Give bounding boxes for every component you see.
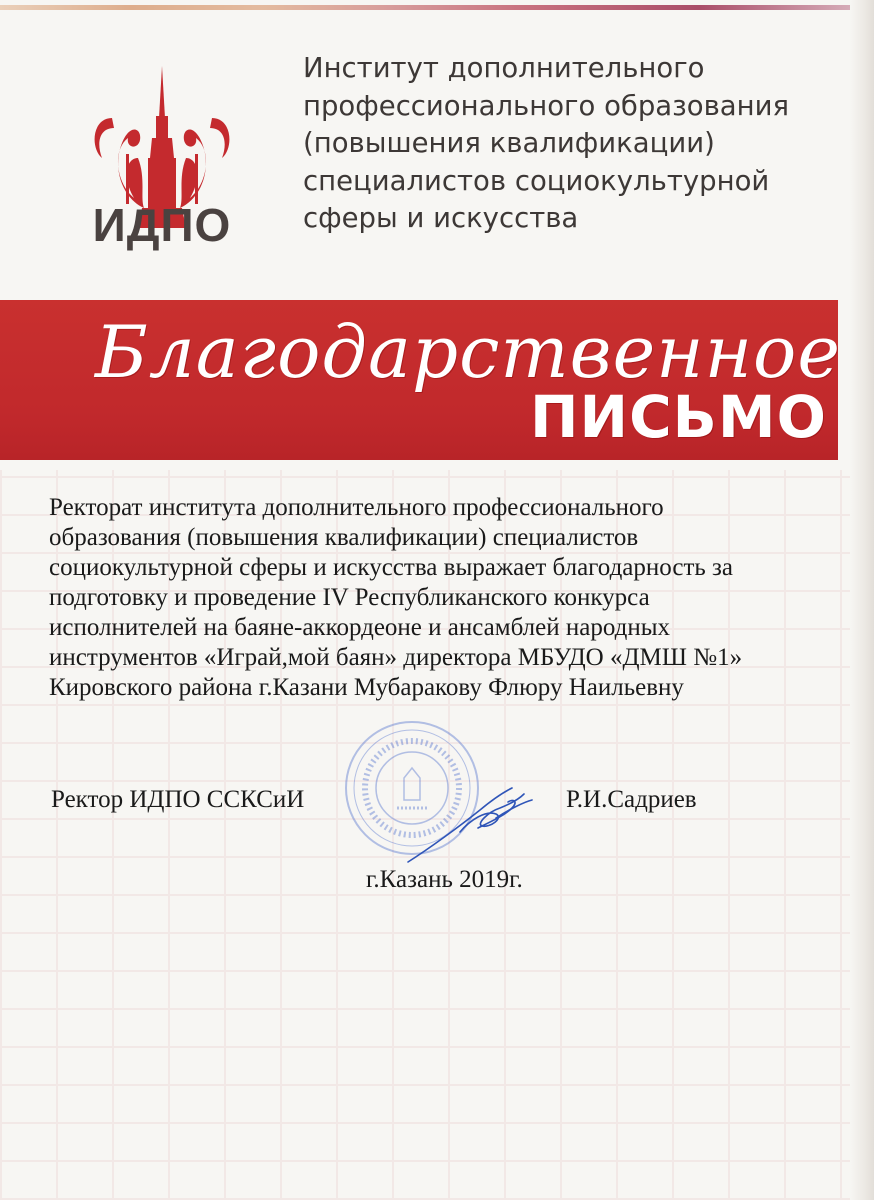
signatory-position: Ректор ИДПО ССКСиИ [51,786,305,813]
place-and-date: г.Казань 2019г. [366,866,523,893]
top-color-band [0,5,874,10]
banner-title: Благодарственное [95,310,841,394]
letter-body [49,493,829,703]
letter-line: исполнителей на баяне-аккордеоне и ансамблей народных [49,614,671,641]
letter-line: Ректорат института дополнительного профессионального [49,494,664,521]
institute-name-line: профессионального образования [303,89,790,122]
letter-line: Кировского района г.Казани Мубаракову Флюру Наильевну [49,674,684,701]
logo-abbreviation: ИДПО [92,199,232,251]
letter-line: образования (повышения квалификации) специалистов [49,524,639,551]
handwritten-signature-icon [400,770,560,870]
page-edge [850,0,874,1200]
institute-name-line: сферы и искусства [303,202,579,234]
banner-subtitle: ПИСЬМО [530,383,827,451]
signatory-name: Р.И.Садриев [566,786,697,813]
letter-line: подготовку и проведение IV Республиканского конкурса [49,584,650,611]
institute-name-line: специалистов социокультурной [303,164,770,197]
letter-line: инструментов «Играй,мой баян» директора МБУДО «ДМШ №1» [49,644,743,671]
institute-name [303,50,823,238]
letter-line: социокультурной сферы и искусства выражает благодарность за [49,554,734,581]
institute-name-line: (повышения квалификации) [303,127,715,159]
institute-name-line: Институт дополнительного [303,52,705,84]
